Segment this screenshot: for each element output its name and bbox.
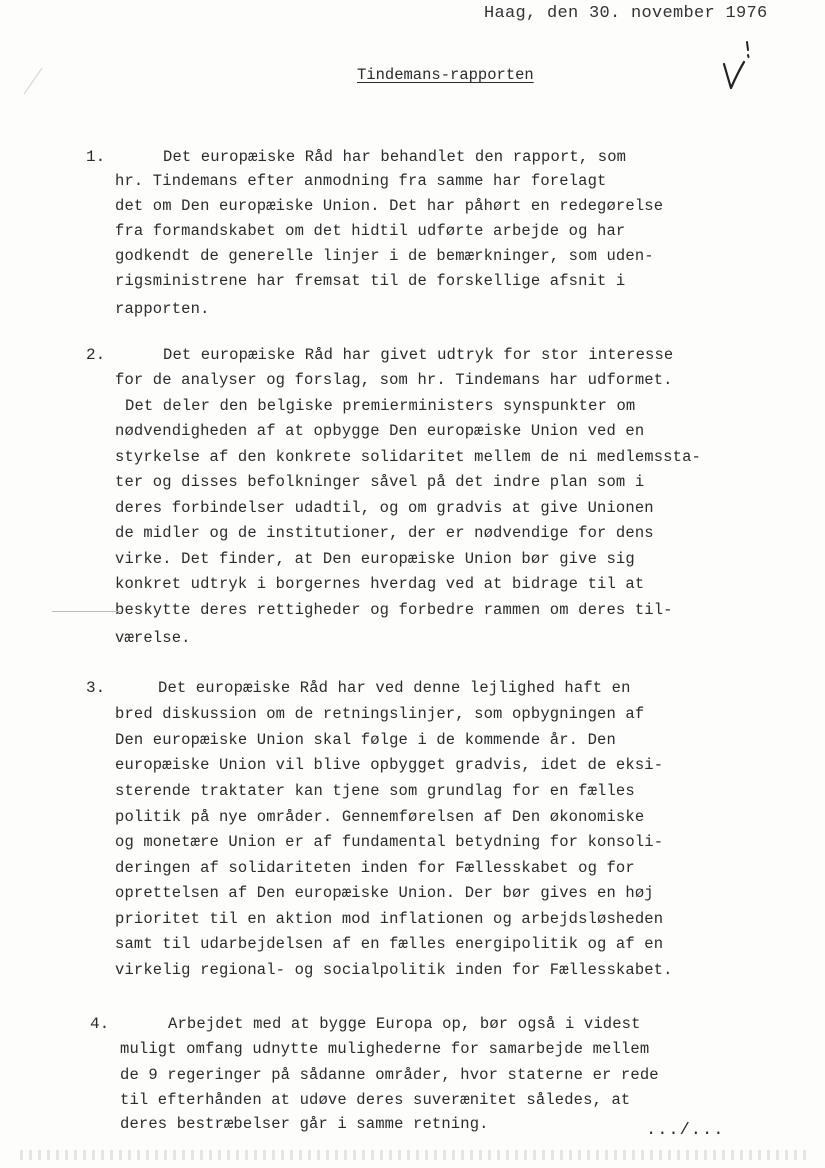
paragraph-number: 2. — [86, 346, 106, 364]
paragraph-line: Arbejdet med at bygge Europa op, bør også i videst — [168, 1015, 641, 1033]
paragraph-number: 4. — [90, 1015, 110, 1033]
paragraph-line: deres bestræbelser går i samme retning. — [120, 1115, 489, 1133]
paragraph-line: muligt omfang udnytte mulighederne for samarbejde mellem — [120, 1040, 650, 1058]
margin-pencil-mark — [20, 60, 50, 100]
paragraph-line: Den europæiske Union skal følge i de kommende år. Den — [115, 731, 616, 749]
paragraph-line: virke. Det finder, at Den europæiske Union bør give sig — [115, 550, 635, 568]
paragraph-line: deringen af solidariteten inden for Fællesskabet og for — [115, 859, 635, 877]
paragraph-line: europæiske Union vil blive opbygget gradvis, idet de eksi- — [115, 756, 664, 774]
paragraph-line: og monetære Union er af fundamental betydning for konsoli- — [115, 833, 664, 851]
paragraph-number: 1. — [86, 148, 106, 166]
handwritten-check-mark — [720, 38, 760, 94]
paragraph-line: Det deler den belgiske premierministers synspunkter om — [125, 397, 636, 415]
paragraph-line: værelse. — [115, 629, 191, 647]
scan-edge-noise — [20, 1150, 810, 1160]
document-date: Haag, den 30. november 1976 — [484, 4, 768, 23]
paragraph-line: Det europæiske Råd har givet udtryk for stor interesse — [163, 346, 674, 364]
paragraph-line: til efterhånden at udøve deres suverænitet således, at — [120, 1091, 631, 1109]
paragraph-line: oprettelsen af Den europæiske Union. Der bør gives en høj — [115, 884, 654, 902]
paragraph-line: hr. Tindemans efter anmodning fra samme har forelagt — [115, 172, 607, 190]
paragraph-line: nødvendigheden af at opbygge Den europæiske Union ved en — [115, 422, 645, 440]
paragraph-line: Det europæiske Råd har behandlet den rapport, som — [163, 148, 627, 166]
paragraph-line: virkelig regional- og socialpolitik inden for Fællesskabet. — [115, 961, 673, 979]
paragraph-line: de midler og de institutioner, der er nødvendige for dens — [115, 524, 654, 542]
paragraph-line: bred diskussion om de retningslinjer, som opbygningen af — [115, 705, 645, 723]
paragraph-line: ter og disses befolkninger såvel på det indre plan som i — [115, 473, 645, 491]
paragraph-line: godkendt de generelle linjer i de bemærkninger, som uden- — [115, 247, 654, 265]
paragraph-line: deres forbindelser udadtil, og om gradvis at give Unionen — [115, 499, 654, 517]
paragraph-line: styrkelse af den konkrete solidaritet mellem de ni medlemssta- — [115, 448, 701, 466]
paragraph-line: rigsministrene har fremsat til de forskellige afsnit i — [115, 272, 626, 290]
paragraph-line: rapporten. — [115, 300, 210, 318]
paragraph-line: det om Den europæiske Union. Det har påhørt en redegørelse — [115, 197, 664, 215]
paragraph-line: Det europæiske Råd har ved denne lejlighed haft en — [158, 679, 631, 697]
paragraph-line: prioritet til en aktion mod inflationen og arbejdsløsheden — [115, 910, 664, 928]
paragraph-line: samt til udarbejdelsen af en fælles energipolitik og af en — [115, 935, 664, 953]
paragraph-line: konkret udtryk i borgernes hverdag ved at bidrage til at — [115, 575, 645, 593]
paragraph-line: sterende traktater kan tjene som grundlag for en fælles — [115, 782, 635, 800]
continuation-marker: .../... — [646, 1121, 725, 1140]
paragraph-line: fra formandskabet om det hidtil udførte arbejde og har — [115, 222, 626, 240]
paragraph-line: politik på nye områder. Gennemførelsen af Den økonomiske — [115, 808, 645, 826]
paragraph-line: for de analyser og forslag, som hr. Tindemans har udformet. — [115, 371, 673, 389]
paragraph-line: beskytte deres rettigheder og forbedre rammen om deres til- — [115, 601, 673, 619]
paragraph-number: 3. — [86, 679, 106, 697]
document-title: Tindemans-rapporten — [357, 66, 534, 84]
paragraph-line: de 9 regeringer på sådanne områder, hvor staterne er rede — [120, 1066, 659, 1084]
margin-stray-line — [52, 611, 122, 612]
